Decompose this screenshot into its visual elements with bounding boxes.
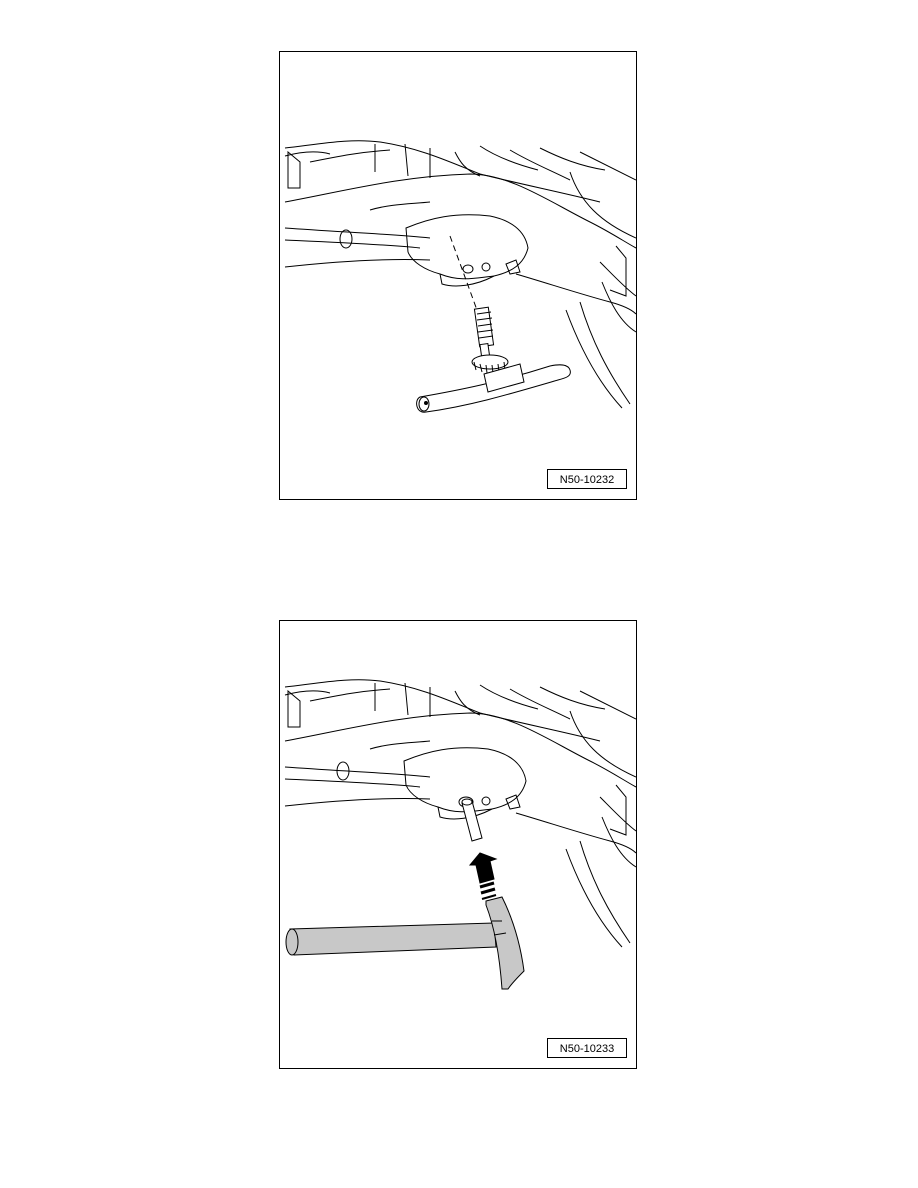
axle-beam-drawing — [280, 52, 637, 500]
figure-code-label: N50-10233 — [547, 1038, 627, 1058]
figure-1 — [279, 51, 637, 500]
axle-beam-hammer-drawing — [280, 621, 637, 1069]
figure-code-label: N50-10232 — [547, 469, 627, 489]
figure-2 — [279, 620, 637, 1069]
